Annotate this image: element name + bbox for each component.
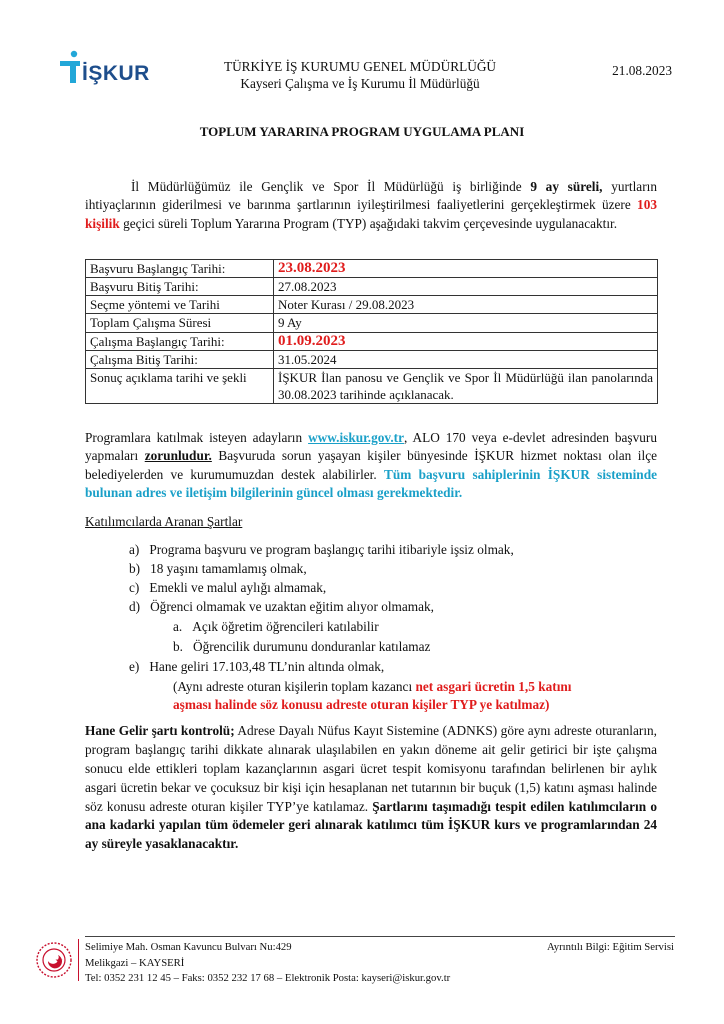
document-title: TOPLUM YARARINA PROGRAM UYGULAMA PLANI [199, 124, 525, 139]
table-key: Seçme yöntemi ve Tarihi [86, 296, 274, 314]
org-line-1: TÜRKİYE İŞ KURUMU GENEL MÜDÜRLÜĞÜ [223, 59, 497, 74]
list-item-text: Öğrencilik durumunu donduranlar katılamaz [192, 639, 431, 654]
list-item [173, 638, 430, 656]
org-header [180, 58, 540, 93]
list-item-text: Programa başvuru ve program başlangıç tarihi itibariyle işsiz olmak, [149, 542, 514, 557]
table-key: Başvuru Bitiş Tarihi: [86, 278, 274, 296]
apply-notice: Tüm başvuru sahiplerinin İŞKUR sisteminde bulunan adres ve iletişim bilgilerinin güncel olması gerekmektedir. [85, 466, 657, 501]
schedule-table [85, 259, 658, 404]
list-item-text: Açık öğretim öğrencileri katılabilir [192, 619, 379, 634]
table-row [86, 296, 658, 314]
income-body: Adrese Dayalı Nüfus Kayıt Sistemine (ADNKS) göre aynı adreste oturanların, program başlangıç tarihi dikkate alınarak ulaşılabilen en yakın döneme ait gelir getirici bir işte çalışma sonucu elde ettikleri toplam kazançlarının asgari ücret tespit komisyonu tarafından belirlenen bir aylık asgari ücretin bekar ve çocuksuz bir kişi için hesaplanan net tutarının bir buçuk (1,5) katını aşması halinde söz konusu adreste oturan kişiler TYP’ye katılamaz. [85, 723, 657, 814]
income-lead: Hane Gelir şartı kontrolü; [85, 723, 235, 738]
ministry-emblem-icon [34, 940, 74, 980]
requirements-heading: Katılımcılarda Aranan Şartlar [85, 514, 243, 529]
table-value: 01.09.2023 [274, 332, 658, 350]
income-note-highlight-1: net asgari ücretin 1,5 katını [415, 679, 572, 694]
table-value: 31.05.2024 [274, 350, 658, 368]
list-item [129, 541, 514, 559]
intro-participant-count: 103 kişilik [85, 197, 657, 231]
logo-text: İŞKUR [82, 62, 150, 85]
apply-text-3: Başvuruda sorun yaşayan kişiler bünyesinde İŞKUR hizmet noktası olan ilçe belediyelerden ve kurumumuzdan destek alabilirler. [85, 448, 657, 482]
intro-text-2: yurtların ihtiyaçlarının giderilmesi ve barınma şartlarının iyileştirilmesi faaliyetlerini gerçekleştirmek üzere [85, 179, 657, 213]
list-item [173, 618, 379, 636]
apply-text-2: , ALO 170 veya e-devlet adresinden başvuru yapmaları [85, 430, 657, 464]
document-date: 21.08.2023 [612, 63, 672, 78]
table-row [86, 368, 658, 403]
list-marker: e) [129, 659, 140, 674]
footer-line-1: Selimiye Mah. Osman Kavuncu Bulvarı Nu:429 [85, 941, 292, 953]
list-marker: b) [129, 561, 141, 576]
list-item-text: 18 yaşını tamamlamış olmak, [150, 561, 307, 576]
list-item [129, 658, 384, 676]
income-paragraph [85, 722, 657, 854]
list-marker: d) [129, 599, 141, 614]
org-line-2: Kayseri Çalışma ve İş Kurumu İl Müdürlüğü [240, 76, 480, 92]
footer-info: Ayrıntılı Bilgi: Eğitim Servisi [547, 941, 674, 953]
income-note [173, 678, 643, 715]
table-row [86, 350, 658, 368]
footer-line-3: Tel: 0352 231 12 45 – Faks: 0352 232 17 68 – Elektronik Posta: kayseri@iskur.gov.tr [85, 972, 451, 985]
table-value: 23.08.2023 [274, 260, 658, 278]
table-value: Noter Kurası / 29.08.2023 [274, 296, 658, 314]
table-value: 27.08.2023 [274, 278, 658, 296]
table-key: Çalışma Bitiş Tarihi: [86, 350, 274, 368]
list-item [129, 598, 434, 616]
list-marker: b. [173, 639, 183, 654]
iskur-website-link[interactable]: www.iskur.gov.tr [308, 430, 404, 445]
list-item-text: Öğrenci olmamak ve uzaktan eğitim alıyor olmamak, [150, 599, 435, 614]
intro-duration: 9 ay süreli, [530, 179, 603, 194]
list-marker: a. [173, 619, 183, 634]
table-row [86, 260, 658, 278]
table-row [86, 332, 658, 350]
list-item [129, 579, 326, 597]
table-key: Toplam Çalışma Süresi [86, 314, 274, 332]
list-item-text: Hane geliri 17.103,48 TL’nin altında olmak, [149, 659, 385, 674]
income-note-text: (Aynı adreste oturan kişilerin toplam kazancı [173, 679, 416, 694]
apply-paragraph [85, 429, 657, 502]
intro-paragraph [85, 178, 657, 233]
intro-text-1: İl Müdürlüğümüz ile Gençlik ve Spor İl Müdürlüğü iş birliğinde [131, 179, 531, 194]
apply-mandatory: zorunludur. [144, 448, 212, 464]
intro-text-3: geçici süreli Toplum Yararına Program (TYP) aşağıdaki takvim çerçevesinde uygulanacaktır. [119, 215, 618, 231]
iskur-logo [60, 50, 170, 90]
income-warning: Şartlarını taşımadığı tespit edilen katılımcıların o ana kadarki yapılan tüm ödemeler geri alınarak katılımcı tüm İŞKUR kurs ve programlarından 24 ay süreyle yasaklanacaktır. [85, 798, 657, 852]
footer-line-2: Melikgazi – KAYSERİ [85, 956, 185, 969]
apply-text-1: Programlara katılmak isteyen adayların [85, 430, 309, 445]
table-key: Başvuru Başlangıç Tarihi: [86, 260, 274, 278]
table-key: Çalışma Başlangıç Tarihi: [86, 332, 274, 350]
list-item-text: Emekli ve malul aylığı almamak, [149, 580, 327, 595]
footer-separator [78, 939, 79, 981]
table-value: 9 Ay [274, 314, 658, 332]
list-marker: a) [129, 542, 140, 557]
table-row [86, 314, 658, 332]
table-key: Sonuç açıklama tarihi ve şekli [86, 368, 274, 403]
footer-divider [85, 936, 675, 937]
income-note-highlight-2: aşması halinde söz konusu adreste oturan kişiler TYP ye katılmaz) [173, 697, 550, 713]
table-row [86, 278, 658, 296]
list-item [129, 560, 307, 578]
list-marker: c) [129, 580, 140, 595]
table-value: İŞKUR İlan panosu ve Gençlik ve Spor İl Müdürlüğü ilan panolarında 30.08.2023 tarihinde açıklanacak. [274, 368, 658, 403]
